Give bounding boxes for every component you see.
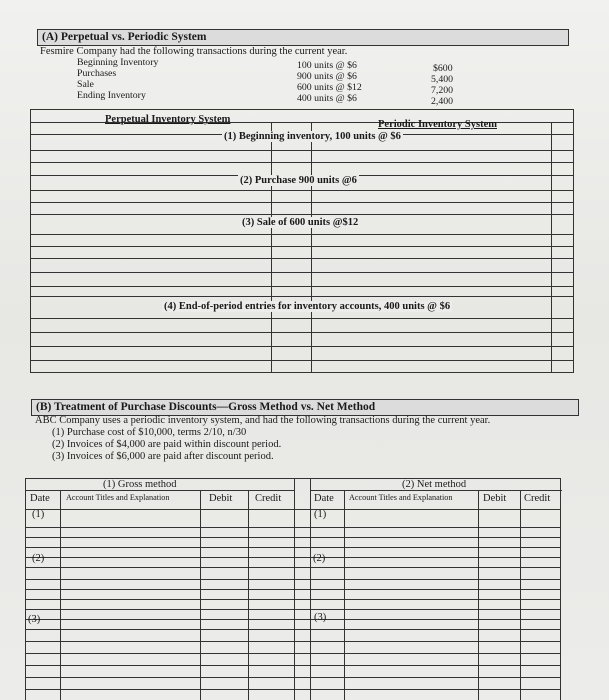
transaction-amount-2: 5,400 [431, 74, 454, 85]
gross-row-label-2: (2) [32, 553, 45, 564]
transaction-amount-4: 2,400 [431, 96, 454, 107]
transaction-amount-1: $600 [433, 63, 453, 74]
net-credit-header: Credit [524, 493, 551, 504]
periodic-system-header: Periodic Inventory System [378, 119, 497, 130]
net-row-label-3: (3) [314, 612, 327, 623]
net-method-title: (2) Net method [402, 479, 467, 490]
inventory-journal-grid [30, 109, 574, 373]
step-1-label: (1) Beginning inventory, 100 units @ $6 [224, 131, 401, 142]
section-b-title: (B) Treatment of Purchase Discounts—Gross Method vs. Net Method [31, 399, 579, 416]
net-row-label-2: (2) [313, 553, 326, 564]
gross-credit-header: Credit [255, 493, 282, 504]
transaction-amount-3: 7,200 [431, 85, 454, 96]
section-b-item-2: (2) Invoices of $4,000 are paid within discount period. [52, 439, 282, 450]
transaction-units-2: 900 units @ $6 [297, 71, 357, 82]
step-3-label: (3) Sale of 600 units @$12 [242, 217, 359, 228]
gross-account-header: Account Titles and Explanation [66, 493, 170, 502]
transaction-units-3: 600 units @ $12 [297, 82, 362, 93]
gross-date-header: Date [30, 493, 50, 504]
discount-journal-grid [25, 478, 561, 700]
section-a-title: (A) Perpetual vs. Periodic System [37, 29, 569, 46]
transaction-label-3: Sale [77, 79, 94, 90]
transaction-label-2: Purchases [77, 68, 117, 79]
section-b-intro: ABC Company uses a periodic inventory system, and had the following transactions during the current year. [35, 415, 491, 426]
step-4-label: (4) End-of-period entries for inventory accounts, 400 units @ $6 [164, 301, 451, 312]
section-a-intro: Fesmire Company had the following transactions during the current year. [40, 46, 348, 57]
transaction-label-1: Beginning Inventory [77, 57, 159, 68]
section-b-item-1: (1) Purchase cost of $10,000, terms 2/10, n/30 [52, 427, 247, 438]
gross-method-title: (1) Gross method [103, 479, 177, 490]
gross-row-label-1: (1) [32, 509, 45, 520]
perpetual-system-header: Perpetual Inventory System [105, 114, 231, 125]
gross-debit-header: Debit [209, 493, 233, 504]
net-date-header: Date [314, 493, 334, 504]
net-account-header: Account Titles and Explanation [349, 493, 453, 502]
net-row-label-1: (1) [314, 509, 327, 520]
transaction-label-4: Ending Inventory [77, 90, 146, 101]
step-2-label: (2) Purchase 900 units @6 [240, 175, 357, 186]
net-debit-header: Debit [483, 493, 507, 504]
transaction-units-1: 100 units @ $6 [297, 60, 357, 71]
gross-row-label-3: (3) [28, 614, 41, 625]
section-b-item-3: (3) Invoices of $6,000 are paid after discount period. [52, 451, 274, 462]
transaction-units-4: 400 units @ $6 [297, 93, 357, 104]
